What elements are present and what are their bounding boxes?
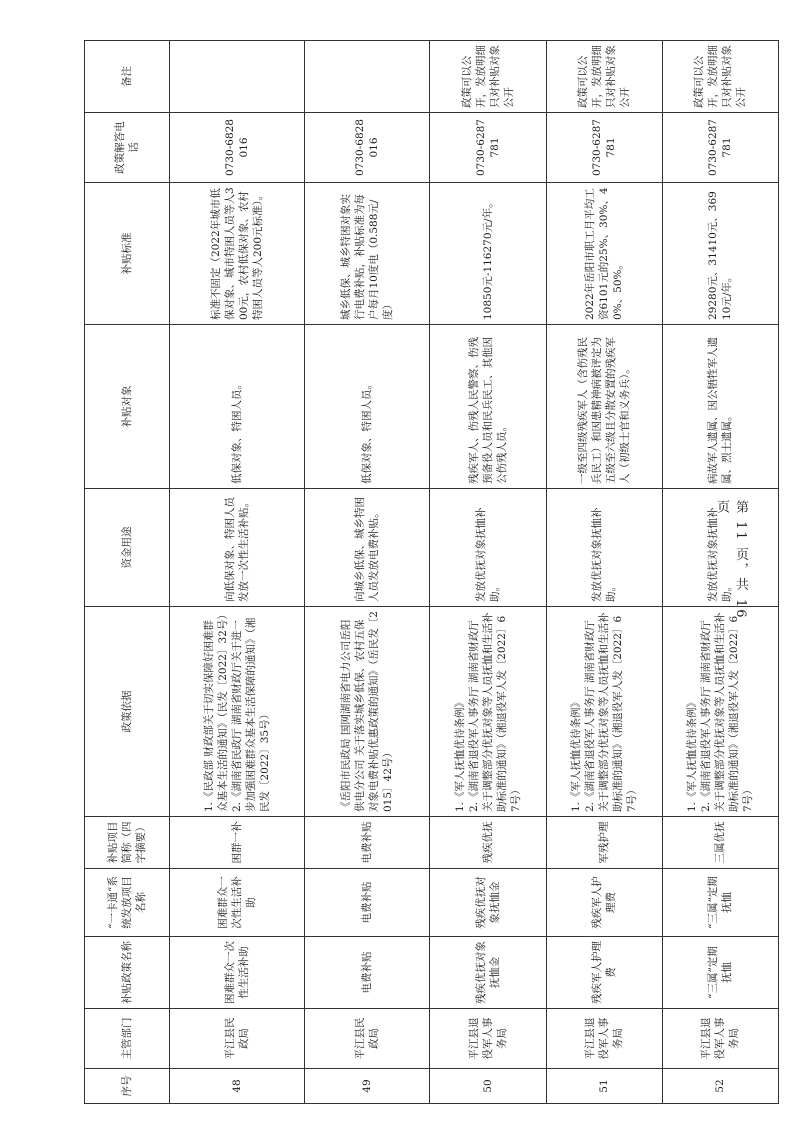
table-row	[546, 41, 662, 1104]
header-use: 资金用途	[85, 489, 170, 607]
cell-card-name: 残疾优抚对象抚恤金	[430, 869, 546, 937]
table-row	[170, 41, 305, 1104]
basis-line-1: 1.《军人抚恤优待条例》	[453, 696, 466, 812]
cell-standard: 城乡低保、城乡特困对象实行电费补贴，补贴标准为每户每月10度电（0.588元/度）	[304, 183, 430, 325]
cell-target: 残疾军人、伤残人民警察、伤残预备役人员和民兵民工、其他因公伤残人员。	[430, 325, 546, 489]
cell-note	[170, 41, 305, 113]
rotated-table-wrapper	[84, 41, 779, 1104]
cell-phone: 0730-6287781	[662, 113, 778, 183]
cell-note: 政策可以公开，发放明细只对补贴对象公开	[430, 41, 546, 113]
header-standard: 补贴标准	[85, 183, 170, 325]
table-row	[430, 41, 546, 1104]
basis-line-1: 《岳阳市民政局 国网湖南省电力公司岳阳供电分公司 关于落实城乡低保、农村五保对象电费补贴优惠政策的通知》（岳民发〔2015〕42号）	[340, 611, 395, 812]
basis-line-1: 1.《军人抚恤优待条例》	[686, 696, 699, 812]
cell-target: 低保对象、特困人员。	[304, 325, 430, 489]
cell-standard: 标准不固定（2022年城市低保对象、城市特困人员等人300元，农村低保对象、农村特困人员等人200元标准）。	[170, 183, 305, 325]
subsidy-policy-table	[84, 40, 779, 1104]
basis-line-2: 2.《湖南省退役军人事务厅 湖南省财政厅关于调整部分优抚对象等人员抚恤和生活补助标准的通知》（湘退役军人发〔2022〕67号）	[700, 612, 755, 812]
cell-seq: 51	[546, 1069, 662, 1104]
cell-dept: 平江县退役军人事务局	[430, 1009, 546, 1069]
cell-basis	[546, 607, 662, 817]
cell-policy-name: “三属”定期抚恤	[662, 937, 778, 1009]
cell-basis	[430, 607, 546, 817]
cell-phone: 0730-6287781	[546, 113, 662, 183]
cell-card-name: 困难群众一次性生活补助	[170, 869, 305, 937]
header-note: 备注	[85, 41, 170, 113]
cell-card-name: 残疾军人护理费	[546, 869, 662, 937]
cell-policy-name: 电费补贴	[304, 937, 430, 1009]
table-row	[662, 41, 778, 1104]
cell-use: 发放优抚对象抚恤补助。	[430, 489, 546, 607]
cell-target: 病故军人遗属、因公牺牲军人遗属、烈士遗属。	[662, 325, 778, 489]
cell-use: 向低保对象、特困人员发放一次性生活补贴。	[170, 489, 305, 607]
cell-abbr: 三属优抚	[662, 817, 778, 869]
basis-line-1: 1.《军人抚恤优待条例》	[570, 696, 583, 812]
basis-line-2: 2.《湖南省民政厅 湖南省财政厅关于进一步加强困难群众基本生活保障的通知》（湘民发〔2022〕35号）	[230, 617, 271, 812]
cell-note: 政策可以公开，发放明细只对补贴对象公开	[546, 41, 662, 113]
cell-phone: 0730-6828016	[170, 113, 305, 183]
cell-seq: 50	[430, 1069, 546, 1104]
cell-card-name: “三属”定期抚恤	[662, 869, 778, 937]
cell-policy-name: 困难群众一次性生活补助	[170, 937, 305, 1009]
cell-note	[304, 41, 430, 113]
cell-target: 一级至四级残疾军人（含伤残民兵民工）和因患精神病被评定为五级至六级且分散安置的残疾军人（初级士官和义务兵）。	[546, 325, 662, 489]
header-policy-name: 补贴政策名称	[85, 937, 170, 1009]
cell-phone: 0730-6828016	[304, 113, 430, 183]
cell-basis	[170, 607, 305, 817]
header-abbr: 补贴项目简称（四字摘要）	[85, 817, 170, 869]
cell-seq: 48	[170, 1069, 305, 1104]
cell-card-name: 电费补贴	[304, 869, 430, 937]
cell-dept: 平江县民政局	[304, 1009, 430, 1069]
basis-line-2: 2.《湖南省退役军人事务厅 湖南省财政厅关于调整部分优抚对象等人员抚恤和生活补助标准的通知》（湘退役军人发〔2022〕67号）	[467, 612, 522, 812]
basis-line-1: 1.《民政部 财政部关于切实保障好困难群众基本生活的通知》（民发〔2022〕32号）	[202, 609, 229, 812]
cell-use: 发放优抚对象抚恤补助。	[662, 489, 778, 607]
cell-abbr: 电费补贴	[304, 817, 430, 869]
table-row	[304, 41, 430, 1104]
cell-abbr: 残疾优抚	[430, 817, 546, 869]
cell-dept: 平江县民政局	[170, 1009, 305, 1069]
cell-seq: 49	[304, 1069, 430, 1104]
cell-use: 向城乡低保、城乡特困人员发放电费补贴。	[304, 489, 430, 607]
header-card-name: “一卡通”系统发放项目名称	[85, 869, 170, 937]
cell-policy-name: 残疾军人护理费	[546, 937, 662, 1009]
page-number-footer: 第 11 页，共 16 页	[714, 500, 748, 620]
header-basis: 政策依据	[85, 607, 170, 817]
cell-phone: 0730-6287781	[430, 113, 546, 183]
cell-note: 政策可以公开，发放明细只对补贴对象公开	[662, 41, 778, 113]
cell-abbr: 军残护理	[546, 817, 662, 869]
cell-dept: 平江县退役军人事务局	[546, 1009, 662, 1069]
cell-standard: 10850元-116270元/年。	[430, 183, 546, 325]
cell-policy-name: 残疾优抚对象抚恤金	[430, 937, 546, 1009]
header-dept: 主管部门	[85, 1009, 170, 1069]
cell-target: 低保对象、特困人员。	[170, 325, 305, 489]
cell-abbr: 困群一补	[170, 817, 305, 869]
cell-standard: 29280元、31410元、36910元/年。	[662, 183, 778, 325]
cell-basis	[304, 607, 430, 817]
header-seq: 序号	[85, 1069, 170, 1104]
cell-use: 发放优抚对象抚恤补助。	[546, 489, 662, 607]
cell-dept: 平江县退役军人事务局	[662, 1009, 778, 1069]
basis-line-2: 2.《湖南省退役军人事务厅 湖南省财政厅关于调整部分优抚对象等人员抚恤和生活补助标准的通知》（湘退役军人发〔2022〕67号）	[584, 612, 639, 812]
header-row	[85, 41, 170, 1104]
cell-standard: 2022年岳阳市职工月平均工资6101元的25%、30%、40%、50%。	[546, 183, 662, 325]
cell-basis	[662, 607, 778, 817]
cell-seq: 52	[662, 1069, 778, 1104]
header-phone: 政策解答电话	[85, 113, 170, 183]
header-target: 补贴对象	[85, 325, 170, 489]
